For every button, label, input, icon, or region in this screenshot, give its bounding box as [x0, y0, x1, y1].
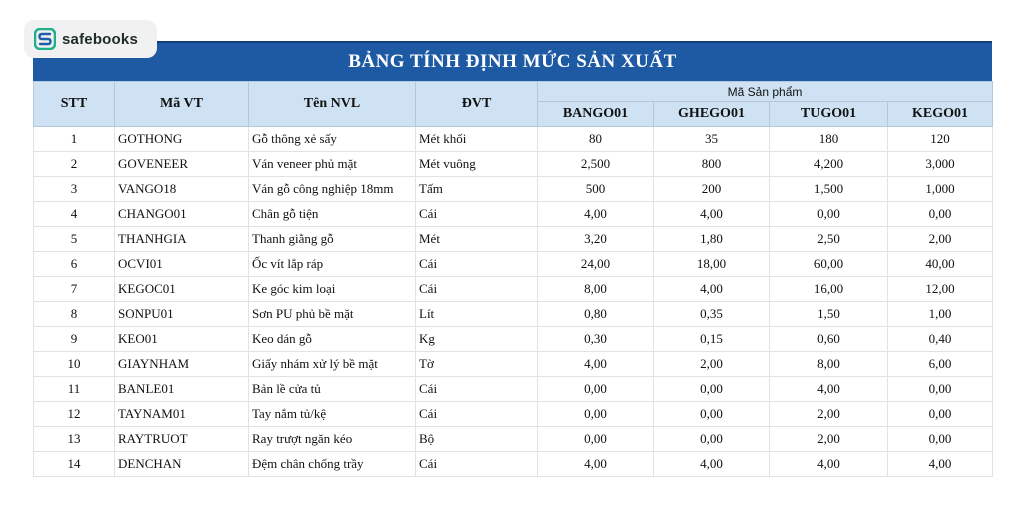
cell-ten-nvl[interactable]: Ray trượt ngăn kéo [249, 427, 416, 452]
cell-kego01[interactable]: 0,00 [888, 427, 993, 452]
table-row [34, 452, 993, 477]
cell-ma-vt[interactable]: SONPU01 [115, 302, 249, 327]
cell-ghego01[interactable]: 0,00 [654, 377, 770, 402]
cell-stt[interactable]: 7 [34, 277, 115, 302]
header-product-tugo01: TUGO01 [770, 102, 888, 127]
cell-ten-nvl[interactable]: Ke góc kim loại [249, 277, 416, 302]
header-product-group: Mã Sản phẩm [538, 82, 993, 102]
cell-kego01[interactable]: 1,000 [888, 177, 993, 202]
cell-dvt[interactable]: Bộ [416, 427, 538, 452]
header-dvt: ĐVT [416, 82, 538, 127]
cell-ghego01[interactable]: 35 [654, 127, 770, 152]
cell-ghego01[interactable]: 0,00 [654, 427, 770, 452]
cell-ten-nvl[interactable]: Bản lề cửa tủ [249, 377, 416, 402]
cell-ghego01[interactable]: 2,00 [654, 352, 770, 377]
cell-ten-nvl[interactable]: Đệm chân chống trầy [249, 452, 416, 477]
cell-ghego01[interactable]: 1,80 [654, 227, 770, 252]
cell-stt[interactable]: 9 [34, 327, 115, 352]
cell-ten-nvl[interactable]: Ốc vít lắp ráp [249, 252, 416, 277]
cell-bango01[interactable]: 0,80 [538, 302, 654, 327]
cell-ghego01[interactable]: 0,35 [654, 302, 770, 327]
cell-bango01[interactable]: 24,00 [538, 252, 654, 277]
cell-bango01[interactable]: 0,00 [538, 427, 654, 452]
cell-bango01[interactable]: 80 [538, 127, 654, 152]
cell-kego01[interactable]: 1,00 [888, 302, 993, 327]
cell-tugo01[interactable]: 0,60 [770, 327, 888, 352]
cell-ten-nvl[interactable]: Thanh giằng gỗ [249, 227, 416, 252]
header-stt: STT [34, 82, 115, 127]
cell-ma-vt[interactable]: VANGO18 [115, 177, 249, 202]
cell-stt[interactable]: 11 [34, 377, 115, 402]
table-row [34, 277, 993, 302]
cell-bango01[interactable]: 0,30 [538, 327, 654, 352]
header-ten-nvl: Tên NVL [249, 82, 416, 127]
cell-tugo01[interactable]: 16,00 [770, 277, 888, 302]
logo-text: safebooks [62, 30, 138, 48]
cell-dvt[interactable]: Lít [416, 302, 538, 327]
header-ma-vt: Mã VT [115, 82, 249, 127]
sheet-title-bar [33, 41, 992, 81]
header-product-ghego01: GHEGO01 [654, 102, 770, 127]
cell-dvt[interactable]: Mét vuông [416, 152, 538, 177]
cell-ten-nvl[interactable]: Keo dán gỗ [249, 327, 416, 352]
cell-bango01[interactable]: 3,20 [538, 227, 654, 252]
cell-kego01[interactable]: 4,00 [888, 452, 993, 477]
cell-tugo01[interactable]: 180 [770, 127, 888, 152]
cell-ten-nvl[interactable]: Giấy nhám xử lý bề mặt [249, 352, 416, 377]
cell-ma-vt[interactable]: GOVENEER [115, 152, 249, 177]
cell-kego01[interactable]: 40,00 [888, 252, 993, 277]
cell-ghego01[interactable]: 18,00 [654, 252, 770, 277]
cell-kego01[interactable]: 0,00 [888, 202, 993, 227]
cell-kego01[interactable]: 3,000 [888, 152, 993, 177]
cell-ten-nvl[interactable]: Ván gỗ công nghiệp 18mm [249, 177, 416, 202]
table-body [34, 127, 993, 477]
cell-ghego01[interactable]: 0,15 [654, 327, 770, 352]
cell-kego01[interactable]: 6,00 [888, 352, 993, 377]
cell-dvt[interactable]: Cái [416, 202, 538, 227]
cell-dvt[interactable]: Kg [416, 327, 538, 352]
table-row [34, 327, 993, 352]
cell-stt[interactable]: 14 [34, 452, 115, 477]
cell-tugo01[interactable]: 2,00 [770, 427, 888, 452]
header-product-kego01: KEGO01 [888, 102, 993, 127]
table-row [34, 177, 993, 202]
header-product-bango01: BANGO01 [538, 102, 654, 127]
cell-ma-vt[interactable]: RAYTRUOT [115, 427, 249, 452]
cell-dvt[interactable]: Cái [416, 377, 538, 402]
cell-stt[interactable]: 2 [34, 152, 115, 177]
cell-bango01[interactable]: 500 [538, 177, 654, 202]
cell-ten-nvl[interactable]: Sơn PU phủ bề mặt [249, 302, 416, 327]
table-row [34, 302, 993, 327]
sheet-title: BẢNG TÍNH ĐỊNH MỨC SẢN XUẤT [348, 51, 677, 72]
cell-bango01[interactable]: 2,500 [538, 152, 654, 177]
cell-kego01[interactable]: 120 [888, 127, 993, 152]
cell-tugo01[interactable]: 2,50 [770, 227, 888, 252]
cell-ghego01[interactable]: 0,00 [654, 402, 770, 427]
cell-tugo01[interactable]: 4,00 [770, 377, 888, 402]
cell-bango01[interactable]: 0,00 [538, 377, 654, 402]
cell-kego01[interactable]: 2,00 [888, 227, 993, 252]
cell-kego01[interactable]: 0,40 [888, 327, 993, 352]
cell-bango01[interactable]: 4,00 [538, 202, 654, 227]
cell-stt[interactable]: 1 [34, 127, 115, 152]
cell-stt[interactable]: 10 [34, 352, 115, 377]
table-row [34, 402, 993, 427]
table-row [34, 252, 993, 277]
cell-bango01[interactable]: 4,00 [538, 352, 654, 377]
cell-stt[interactable]: 4 [34, 202, 115, 227]
cell-ma-vt[interactable]: DENCHAN [115, 452, 249, 477]
cell-ma-vt[interactable]: KEO01 [115, 327, 249, 352]
cell-ten-nvl[interactable]: Ván veneer phủ mặt [249, 152, 416, 177]
cell-ma-vt[interactable]: GIAYNHAM [115, 352, 249, 377]
cell-bango01[interactable]: 4,00 [538, 452, 654, 477]
cell-tugo01[interactable]: 8,00 [770, 352, 888, 377]
cell-ma-vt[interactable]: TAYNAM01 [115, 402, 249, 427]
cell-ghego01[interactable]: 800 [654, 152, 770, 177]
cell-ten-nvl[interactable]: Tay nắm tủ/kệ [249, 402, 416, 427]
table-row [34, 377, 993, 402]
cell-ghego01[interactable]: 4,00 [654, 277, 770, 302]
cell-dvt[interactable]: Tấm [416, 177, 538, 202]
cell-tugo01[interactable]: 60,00 [770, 252, 888, 277]
cell-ghego01[interactable]: 200 [654, 177, 770, 202]
cell-tugo01[interactable]: 1,50 [770, 302, 888, 327]
cell-stt[interactable]: 8 [34, 302, 115, 327]
table-row [34, 127, 993, 152]
cell-tugo01[interactable]: 4,200 [770, 152, 888, 177]
table-row [34, 427, 993, 452]
cell-dvt[interactable]: Cái [416, 252, 538, 277]
cell-stt[interactable]: 13 [34, 427, 115, 452]
cell-ma-vt[interactable]: OCVI01 [115, 252, 249, 277]
cell-stt[interactable]: 5 [34, 227, 115, 252]
cell-bango01[interactable]: 8,00 [538, 277, 654, 302]
cell-stt[interactable]: 6 [34, 252, 115, 277]
cell-ma-vt[interactable]: KEGOC01 [115, 277, 249, 302]
cell-ma-vt[interactable]: CHANGO01 [115, 202, 249, 227]
cell-kego01[interactable]: 12,00 [888, 277, 993, 302]
production-norm-table [33, 81, 993, 477]
cell-ghego01[interactable]: 4,00 [654, 202, 770, 227]
cell-tugo01[interactable]: 4,00 [770, 452, 888, 477]
cell-ten-nvl[interactable]: Chân gỗ tiện [249, 202, 416, 227]
cell-kego01[interactable]: 0,00 [888, 402, 993, 427]
cell-ghego01[interactable]: 4,00 [654, 452, 770, 477]
cell-dvt[interactable]: Tờ [416, 352, 538, 377]
table-row [34, 227, 993, 252]
cell-tugo01[interactable]: 0,00 [770, 202, 888, 227]
cell-tugo01[interactable]: 1,500 [770, 177, 888, 202]
cell-stt[interactable]: 3 [34, 177, 115, 202]
cell-ma-vt[interactable]: GOTHONG [115, 127, 249, 152]
table-row [34, 352, 993, 377]
table-row [34, 152, 993, 177]
safebooks-logo-icon [34, 28, 56, 50]
cell-dvt[interactable]: Cái [416, 277, 538, 302]
cell-tugo01[interactable]: 2,00 [770, 402, 888, 427]
cell-kego01[interactable]: 0,00 [888, 377, 993, 402]
cell-dvt[interactable]: Cái [416, 402, 538, 427]
cell-bango01[interactable]: 0,00 [538, 402, 654, 427]
cell-dvt[interactable]: Cái [416, 452, 538, 477]
cell-dvt[interactable]: Mét [416, 227, 538, 252]
cell-ma-vt[interactable]: BANLE01 [115, 377, 249, 402]
safebooks-logo [24, 20, 157, 58]
cell-stt[interactable]: 12 [34, 402, 115, 427]
cell-ma-vt[interactable]: THANHGIA [115, 227, 249, 252]
table-row [34, 202, 993, 227]
cell-ten-nvl[interactable]: Gỗ thông xẻ sấy [249, 127, 416, 152]
cell-dvt[interactable]: Mét khối [416, 127, 538, 152]
